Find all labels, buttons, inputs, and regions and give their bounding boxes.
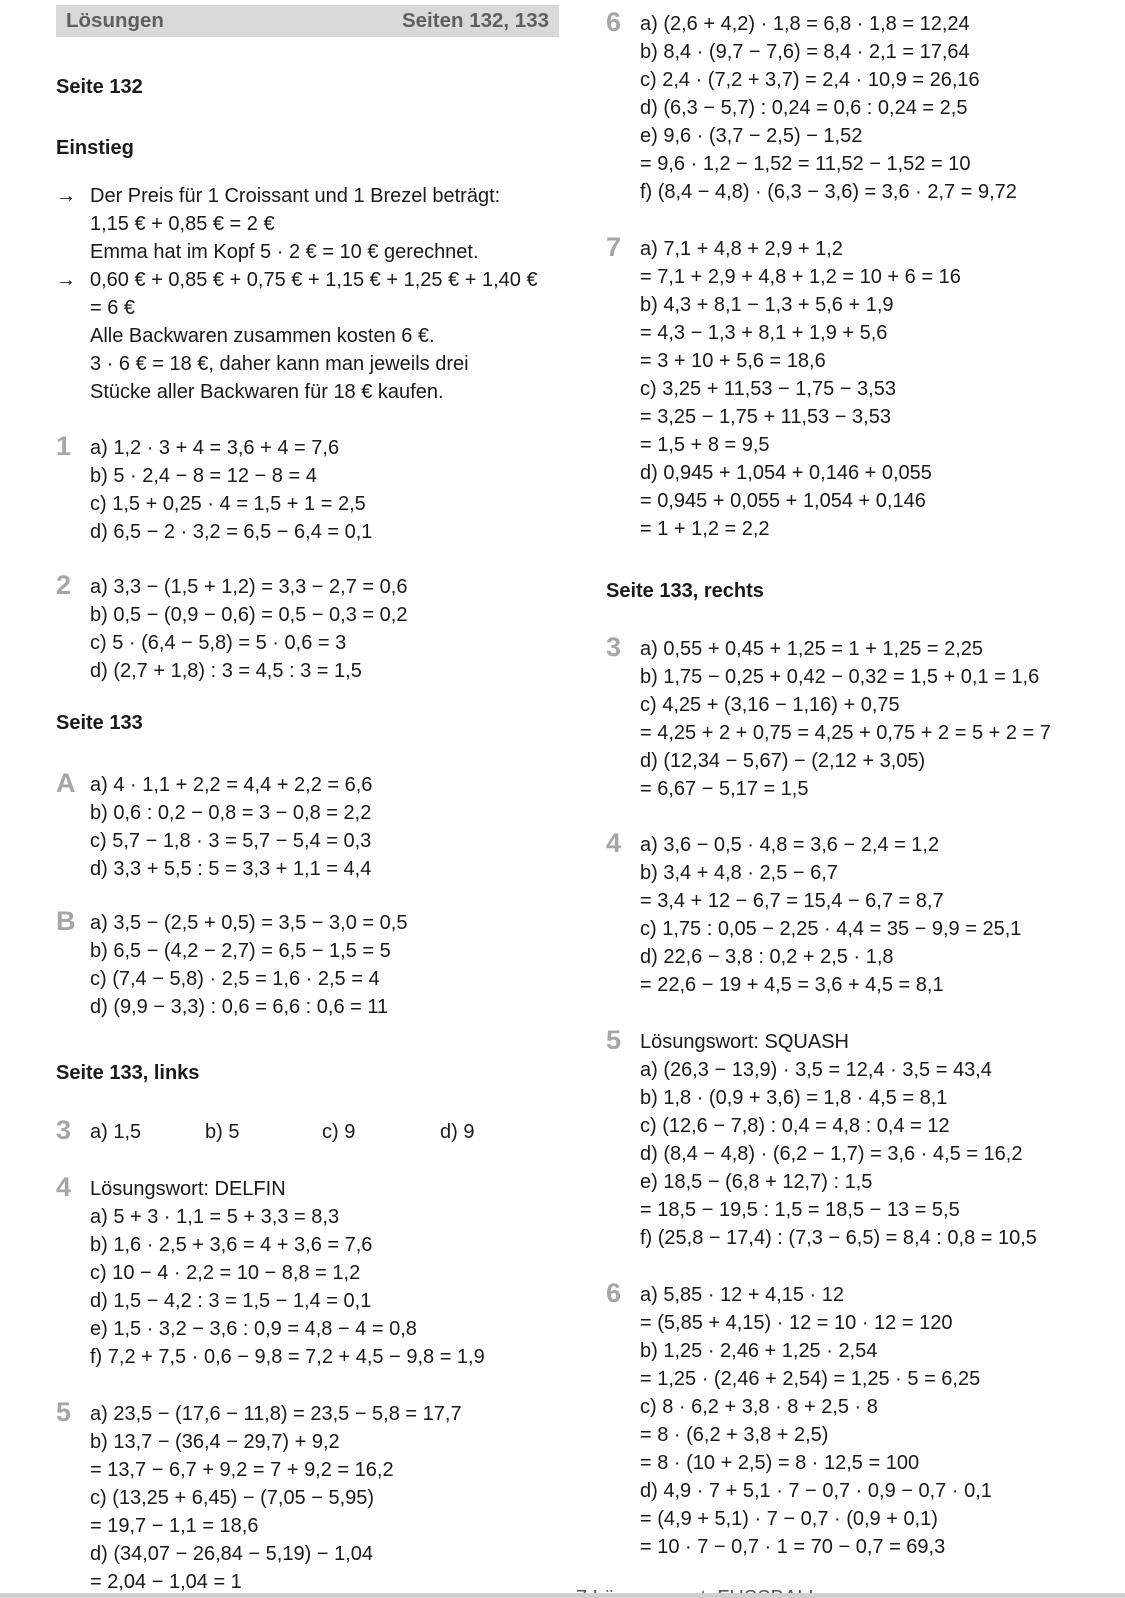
text-line: a) 23,5 − (17,6 − 11,8) = 23,5 − 5,8 = 17,7	[90, 1403, 462, 1425]
text-line: = 3,25 − 1,75 + 11,53 − 3,53	[640, 406, 891, 428]
text-line: b) 3,4 + 4,8 · 2,5 − 6,7	[640, 862, 838, 884]
text-line: = 4,25 + 2 + 0,75 = 4,25 + 0,75 + 2 = 5 + 2 = 7	[640, 722, 1051, 744]
page-header	[56, 5, 559, 37]
task-number: 2	[56, 570, 72, 600]
section-heading: Seite 133, rechts	[606, 580, 764, 602]
text-line: Stücke aller Backwaren für 18 € kaufen.	[90, 381, 444, 403]
arrow-icon: →	[56, 185, 76, 207]
arrow-icon: →	[56, 269, 76, 291]
text-line: c) 1,5 + 0,25 · 4 = 1,5 + 1 = 2,5	[90, 493, 366, 515]
text-line: = 18,5 − 19,5 : 1,5 = 18,5 − 13 = 5,5	[640, 1199, 960, 1221]
text-line: a) 5 + 3 · 1,1 = 5 + 3,3 = 8,3	[90, 1206, 340, 1228]
text-line: = 6 €	[90, 297, 136, 319]
text-line: b) 13,7 − (36,4 − 29,7) + 9,2	[90, 1431, 340, 1453]
text-line: = 3 + 10 + 5,6 = 18,6	[640, 350, 826, 372]
text-line: d) (2,7 + 1,8) : 3 = 4,5 : 3 = 1,5	[90, 660, 362, 682]
text-line: c) 8 · 6,2 + 3,8 · 8 + 2,5 · 8	[640, 1396, 878, 1418]
text-line: b) 4,3 + 8,1 − 1,3 + 5,6 + 1,9	[640, 294, 894, 316]
text-line: c) 4,25 + (3,16 − 1,16) + 0,75	[640, 694, 900, 716]
text-line: = 22,6 − 19 + 4,5 = 3,6 + 4,5 = 8,1	[640, 974, 944, 996]
task-number: 5	[606, 1025, 622, 1055]
text-line: b) 5	[205, 1121, 240, 1143]
text-line: f) (25,8 − 17,4) : (7,3 − 6,5) = 8,4 : 0,8 = 10,5	[640, 1227, 1037, 1249]
text-line: = 10 · 7 − 0,7 · 1 = 70 − 0,7 = 69,3	[640, 1536, 946, 1558]
text-line: c) 3,25 + 11,53 − 1,75 − 3,53	[640, 378, 896, 400]
text-line: = 4,3 − 1,3 + 8,1 + 1,9 + 5,6	[640, 322, 888, 344]
text-line: = 2,04 − 1,04 = 1	[90, 1571, 242, 1593]
text-line: = 1,25 · (2,46 + 2,54) = 1,25 · 5 = 6,25	[640, 1368, 981, 1390]
text-line: = 9,6 · 1,2 − 1,52 = 11,52 − 1,52 = 10	[640, 153, 971, 175]
text-line: d) 22,6 − 3,8 : 0,2 + 2,5 · 1,8	[640, 946, 894, 968]
text-line: b) 1,25 · 2,46 + 1,25 · 2,54	[640, 1340, 878, 1362]
text-line: = 13,7 − 6,7 + 9,2 = 7 + 9,2 = 16,2	[90, 1459, 394, 1481]
text-line: d) (9,9 − 3,3) : 0,6 = 6,6 : 0,6 = 11	[90, 996, 389, 1018]
text-line: d) 3,3 + 5,5 : 5 = 3,3 + 1,1 = 4,4	[90, 858, 372, 880]
header-title: Lösungen	[66, 9, 164, 32]
section-heading: Seite 133	[56, 712, 143, 734]
text-line: = 0,945 + 0,055 + 1,054 + 0,146	[640, 490, 926, 512]
section-heading: Einstieg	[56, 137, 134, 159]
task-number: 3	[606, 632, 622, 662]
text-line: = 1 + 1,2 = 2,2	[640, 518, 770, 540]
text-line: 0,60 € + 0,85 € + 0,75 € + 1,15 € + 1,25 € + 1,40 €	[90, 269, 538, 291]
text-line: d) 4,9 · 7 + 5,1 · 7 − 0,7 · 0,9 − 0,7 · 0,1	[640, 1480, 992, 1502]
text-line: d) 0,945 + 1,054 + 0,146 + 0,055	[640, 462, 932, 484]
text-line: c) 10 − 4 · 2,2 = 10 − 8,8 = 1,2	[90, 1262, 361, 1284]
text-line: d) (34,07 − 26,84 − 5,19) − 1,04	[90, 1543, 373, 1565]
task-number: 7	[606, 232, 622, 262]
text-line: a) 4 · 1,1 + 2,2 = 4,4 + 2,2 = 6,6	[90, 774, 373, 796]
text-line: = 19,7 − 1,1 = 18,6	[90, 1515, 259, 1537]
text-line: Lösungswort: DELFIN	[90, 1178, 286, 1200]
text-line: c) 5 · (6,4 − 5,8) = 5 · 0,6 = 3	[90, 632, 347, 654]
task-number: 4	[56, 1172, 72, 1202]
text-line: b) 5 · 2,4 − 8 = 12 − 8 = 4	[90, 465, 317, 487]
task-number: 6	[606, 1278, 622, 1308]
bottom-divider	[0, 1593, 1125, 1598]
text-line: c) (13,25 + 6,45) − (7,05 − 5,95)	[90, 1487, 375, 1509]
text-line: f) (8,4 − 4,8) · (6,3 − 3,6) = 3,6 · 2,7 = 9,72	[640, 181, 1017, 203]
text-line: b) 0,6 : 0,2 − 0,8 = 3 − 0,8 = 2,2	[90, 802, 372, 824]
text-line: Alle Backwaren zusammen kosten 6 €.	[90, 325, 435, 347]
text-line: d) (12,34 − 5,67) − (2,12 + 3,05)	[640, 750, 926, 772]
header-pages: Seiten 132, 133	[401, 9, 549, 32]
text-line: a) 3,6 − 0,5 · 4,8 = 3,6 − 2,4 = 1,2	[640, 834, 940, 856]
task-letter: A	[56, 768, 76, 798]
text-line: = 8 · (6,2 + 3,8 + 2,5)	[640, 1424, 829, 1446]
text-line: = 3,4 + 12 − 6,7 = 15,4 − 6,7 = 8,7	[640, 890, 944, 912]
text-line: c) (12,6 − 7,8) : 0,4 = 4,8 : 0,4 = 12	[640, 1115, 950, 1137]
text-line: = 8 · (10 + 2,5) = 8 · 12,5 = 100	[640, 1452, 920, 1474]
text-line: = (4,9 + 5,1) · 7 − 0,7 · (0,9 + 0,1)	[640, 1508, 938, 1530]
text-line: b) 1,8 · (0,9 + 3,6) = 1,8 · 4,5 = 8,1	[640, 1087, 948, 1109]
text-line: b) 1,75 − 0,25 + 0,42 − 0,32 = 1,5 + 0,1 = 1,6	[640, 666, 1040, 688]
task-number: 3	[56, 1115, 72, 1145]
text-line: Der Preis für 1 Croissant und 1 Brezel beträgt:	[90, 185, 501, 207]
text-line: e) 9,6 · (3,7 − 2,5) − 1,52	[640, 125, 863, 147]
text-line: c) 9	[322, 1121, 356, 1143]
text-line: a) 1,5	[90, 1121, 142, 1143]
text-line: d) 9	[440, 1121, 475, 1143]
text-line: c) (7,4 − 5,8) · 2,5 = 1,6 · 2,5 = 4	[90, 968, 380, 990]
text-line: a) 7,1 + 4,8 + 2,9 + 1,2	[640, 238, 843, 260]
task-number: 4	[606, 828, 622, 858]
text-line: 1,15 € + 0,85 € = 2 €	[90, 213, 275, 235]
text-line: a) 1,2 · 3 + 4 = 3,6 + 4 = 7,6	[90, 437, 340, 459]
text-line: Lösungswort: SQUASH	[640, 1031, 849, 1053]
text-line: f) 7,2 + 7,5 · 0,6 − 9,8 = 7,2 + 4,5 − 9,8 = 1,9	[90, 1346, 485, 1368]
text-line: = (5,85 + 4,15) · 12 = 10 · 12 = 120	[640, 1312, 953, 1334]
text-line: e) 1,5 · 3,2 − 3,6 : 0,9 = 4,8 − 4 = 0,8	[90, 1318, 417, 1340]
text-line: = 7,1 + 2,9 + 4,8 + 1,2 = 10 + 6 = 16	[640, 266, 961, 288]
text-line: a) 5,85 · 12 + 4,15 · 12	[640, 1284, 845, 1306]
text-line: c) 1,75 : 0,05 − 2,25 · 4,4 = 35 − 9,9 = 25,1	[640, 918, 1022, 940]
text-line: e) 18,5 − (6,8 + 12,7) : 1,5	[640, 1171, 873, 1193]
text-line: b) 6,5 − (4,2 − 2,7) = 6,5 − 1,5 = 5	[90, 940, 391, 962]
text-line: b) 8,4 · (9,7 − 7,6) = 8,4 · 2,1 = 17,64	[640, 41, 970, 63]
task-number: 1	[56, 431, 72, 461]
text-line: = 6,67 − 5,17 = 1,5	[640, 778, 809, 800]
text-line: a) 3,5 − (2,5 + 0,5) = 3,5 − 3,0 = 0,5	[90, 912, 408, 934]
text-line: = 1,5 + 8 = 9,5	[640, 434, 770, 456]
text-line: a) (26,3 − 13,9) · 3,5 = 12,4 · 3,5 = 43,4	[640, 1059, 992, 1081]
task-letter: B	[56, 906, 76, 936]
text-line: c) 2,4 · (7,2 + 3,7) = 2,4 · 10,9 = 26,16	[640, 69, 980, 91]
section-heading: Seite 133, links	[56, 1062, 200, 1084]
text-line: d) 1,5 − 4,2 : 3 = 1,5 − 1,4 = 0,1	[90, 1290, 372, 1312]
text-line: a) (2,6 + 4,2) · 1,8 = 6,8 · 1,8 = 12,24	[640, 13, 970, 35]
text-line: a) 0,55 + 0,45 + 1,25 = 1 + 1,25 = 2,25	[640, 638, 984, 660]
text-line: c) 5,7 − 1,8 · 3 = 5,7 − 5,4 = 0,3	[90, 830, 372, 852]
text-line: b) 1,6 · 2,5 + 3,6 = 4 + 3,6 = 7,6	[90, 1234, 373, 1256]
text-line: Emma hat im Kopf 5 · 2 € = 10 € gerechnet.	[90, 241, 479, 263]
text-line: a) 3,3 − (1,5 + 1,2) = 3,3 − 2,7 = 0,6	[90, 576, 408, 598]
task-number: 5	[56, 1397, 72, 1427]
section-heading: Seite 132	[56, 76, 143, 98]
task-number: 6	[606, 7, 622, 37]
text-line: d) (6,3 − 5,7) : 0,24 = 0,6 : 0,24 = 2,5	[640, 97, 968, 119]
text-line: d) 6,5 − 2 · 3,2 = 6,5 − 6,4 = 0,1	[90, 521, 373, 543]
text-line: d) (8,4 − 4,8) · (6,2 − 1,7) = 3,6 · 4,5 = 16,2	[640, 1143, 1023, 1165]
text-line: 3 · 6 € = 18 €, daher kann man jeweils drei	[90, 353, 469, 375]
text-line: b) 0,5 − (0,9 − 0,6) = 0,5 − 0,3 = 0,2	[90, 604, 408, 626]
